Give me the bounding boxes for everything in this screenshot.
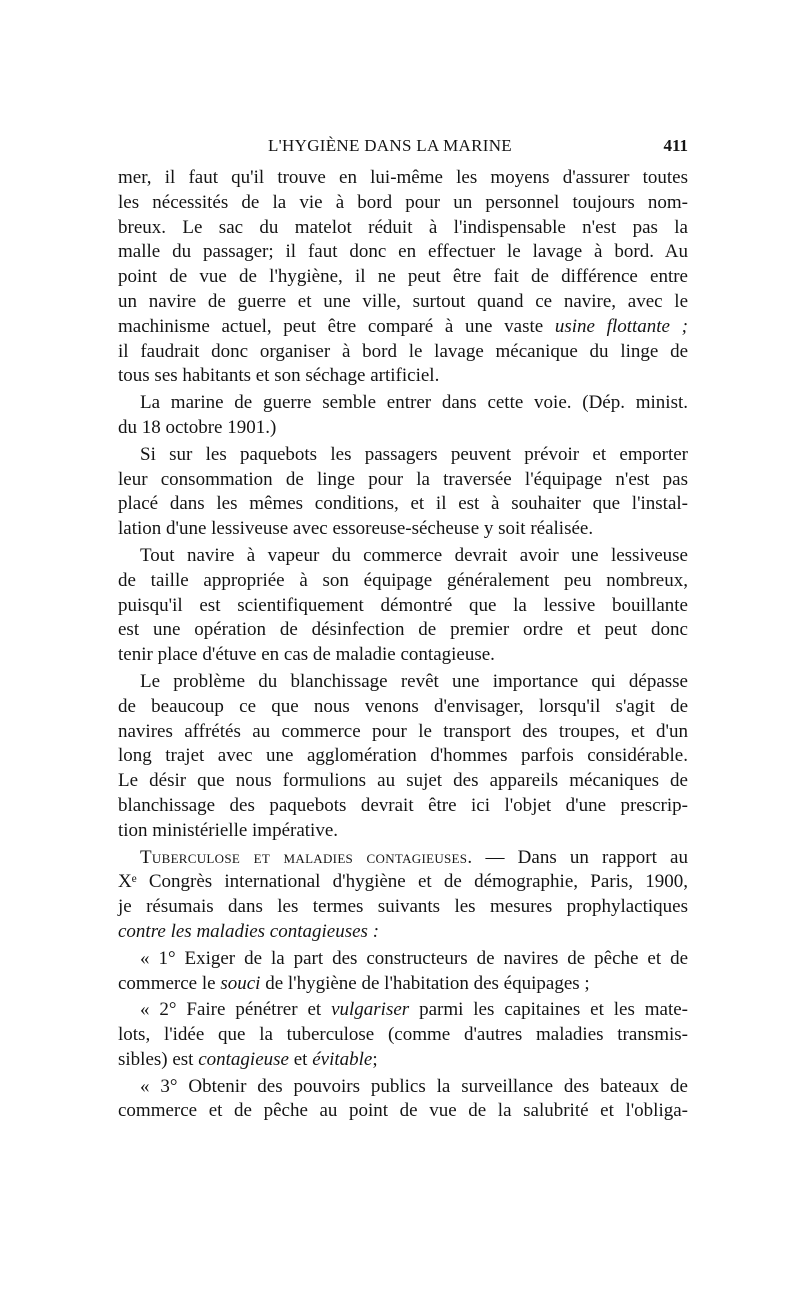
text-span: commerce le	[118, 972, 221, 994]
section-heading-line	[118, 846, 688, 871]
text-span: et	[288, 1048, 313, 1070]
text-line: navires affrétés au commerce pour le transport des troupes, et d'un	[118, 720, 688, 742]
text-line	[118, 1048, 688, 1073]
page-number: 411	[663, 136, 688, 155]
italic-text: évitable	[312, 1048, 373, 1070]
text-line: La marine de guerre semble entrer dans cette voie. (Dép. minist.	[140, 392, 688, 414]
text-line: mer, il faut qu'il trouve en lui-même les moyens d'assurer toutes	[118, 167, 688, 188]
text-span: — Dans un rapport au	[472, 846, 688, 868]
italic-text: contre les maladies contagieuses :	[118, 920, 380, 942]
text-line	[118, 315, 688, 340]
text-line: « 1° Exiger de la part des constructeurs de navires de pêche et de	[140, 947, 688, 969]
text-line: de beaucoup ce que nous venons d'envisager, lorsqu'il s'agit de	[118, 695, 688, 717]
italic-text: usine flottante ;	[554, 315, 688, 337]
italic-text: souci	[220, 972, 261, 994]
text-span: parmi les capitaines et les mate-	[409, 999, 688, 1021]
text-line: de taille appropriée à son équipage généralement peu nombreux,	[118, 569, 688, 591]
text-span: « 2° Faire pénétrer et	[140, 999, 332, 1021]
text-line: long trajet avec une agglomération d'hommes parfois considérable.	[118, 745, 688, 767]
text-line: tenir place d'étuve en cas de maladie contagieuse.	[118, 644, 495, 666]
text-line: point de vue de l'hygiène, il ne peut être fait de différence entre	[118, 266, 688, 288]
italic-text: contagieuse	[198, 1048, 289, 1070]
text-line: lation d'une lessiveuse avec essoreuse-sécheuse y soit réalisée.	[118, 518, 594, 540]
text-line: Tout navire à vapeur du commerce devrait avoir une lessiveuse	[140, 544, 688, 566]
text-line: placé dans les mêmes conditions, et il est à souhaiter que l'instal-	[118, 493, 688, 515]
text-line: tous ses habitants et son séchage artificiel.	[118, 365, 440, 387]
text-line: leur consommation de linge pour la traversée l'équipage n'est pas	[118, 468, 688, 490]
section-heading: Tuberculose et maladies contagieuses.	[140, 846, 473, 868]
text-line: Xᵉ Congrès international d'hygiène et de démographie, Paris, 1900,	[118, 871, 688, 893]
text-line: Le désir que nous formulions au sujet des appareils mécaniques de	[118, 770, 688, 792]
text-line: Si sur les paquebots les passagers peuvent prévoir et emporter	[140, 443, 688, 465]
text-line	[118, 998, 688, 1023]
text-line	[118, 972, 688, 997]
text-span: de l'hygiène de l'habitation des équipages ;	[260, 972, 590, 994]
text-span: ;	[372, 1048, 378, 1070]
text-line: est une opération de désinfection de premier ordre et peut donc	[118, 619, 688, 641]
text-line: blanchissage des paquebots devrait être ici l'objet d'une prescrip-	[118, 794, 688, 816]
text-line: du 18 octobre 1901.)	[118, 416, 277, 438]
text-line: malle du passager; il faut donc en effectuer le lavage à bord. Au	[118, 241, 688, 263]
text-line: je résumais dans les termes suivants les mesures prophylactiques	[118, 896, 688, 918]
text-line: commerce et de pêche au point de vue de la salubrité et l'obliga-	[118, 1100, 688, 1122]
text-line: lots, l'idée que la tuberculose (comme d'autres maladies transmis-	[118, 1024, 688, 1046]
text-span: machinisme actuel, peut être comparé à une vaste	[118, 315, 555, 337]
text-line: puisqu'il est scientifiquement démontré que la lessive bouillante	[118, 594, 688, 616]
running-title: L'HYGIÈNE DANS LA MARINE	[268, 136, 512, 155]
text-line: les nécessités de la vie à bord pour un personnel toujours nom-	[118, 191, 688, 213]
text-line: breux. Le sac du matelot réduit à l'indispensable n'est pas la	[118, 216, 688, 238]
text-span: sibles) est	[118, 1048, 199, 1070]
italic-text: vulgariser	[331, 999, 410, 1021]
page-header	[118, 136, 688, 160]
text-line: un navire de guerre et une ville, surtout quand ce navire, avec le	[118, 290, 688, 312]
text-line: Le problème du blanchissage revêt une importance qui dépasse	[140, 670, 688, 692]
body-text	[118, 166, 688, 1124]
text-line: « 3° Obtenir des pouvoirs publics la surveillance des bateaux de	[140, 1075, 688, 1097]
text-line: il faudrait donc organiser à bord le lavage mécanique du linge de	[118, 340, 688, 362]
text-line: tion ministérielle impérative.	[118, 819, 339, 841]
